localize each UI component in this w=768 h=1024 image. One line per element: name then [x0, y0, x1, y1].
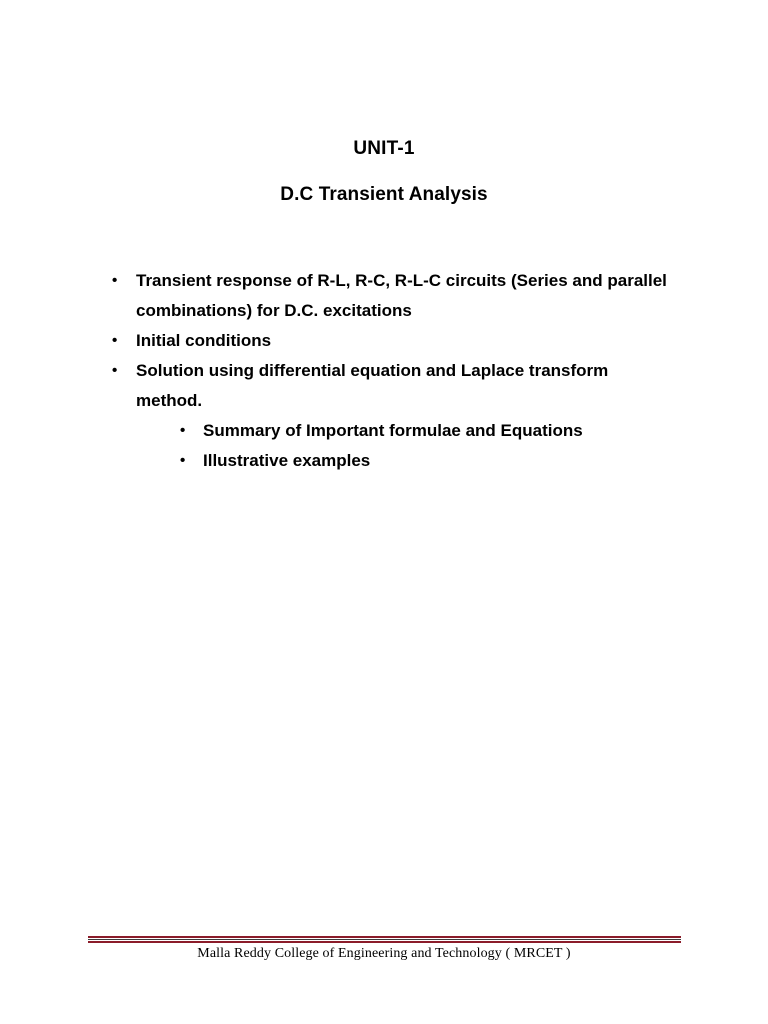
footer-divider-line [88, 936, 681, 938]
topic-item [0, 356, 676, 416]
topic-list [0, 266, 768, 476]
footer-divider-line [88, 939, 681, 940]
topic-text: Transient response of R-L, R-C, R-L-C circuits (Series and parallel combinations) for D.C. excitations [136, 271, 667, 320]
unit-heading: UNIT-1 [353, 138, 415, 159]
subtopic-item [0, 416, 683, 446]
subtopic-item [0, 446, 683, 476]
bullet-icon: • [112, 362, 118, 379]
topic-text: Initial conditions [136, 331, 272, 350]
bullet-icon: • [112, 272, 118, 289]
bullet-icon: • [112, 332, 118, 349]
footer-divider [88, 936, 681, 943]
footer-institution: Malla Reddy College of Engineering and Technology ( MRCET ) [197, 946, 571, 961]
bullet-icon: • [180, 452, 186, 469]
topic-item [0, 266, 676, 326]
footer-divider-line [88, 941, 681, 943]
subtopic-text: Illustrative examples [203, 451, 371, 470]
bullet-icon: • [180, 422, 186, 439]
topic-text: Solution using differential equation and Laplace transform method. [136, 361, 609, 410]
subtopic-text: Summary of Important formulae and Equations [203, 421, 583, 440]
topic-item [0, 326, 676, 356]
chapter-title: D.C Transient Analysis [280, 184, 488, 205]
